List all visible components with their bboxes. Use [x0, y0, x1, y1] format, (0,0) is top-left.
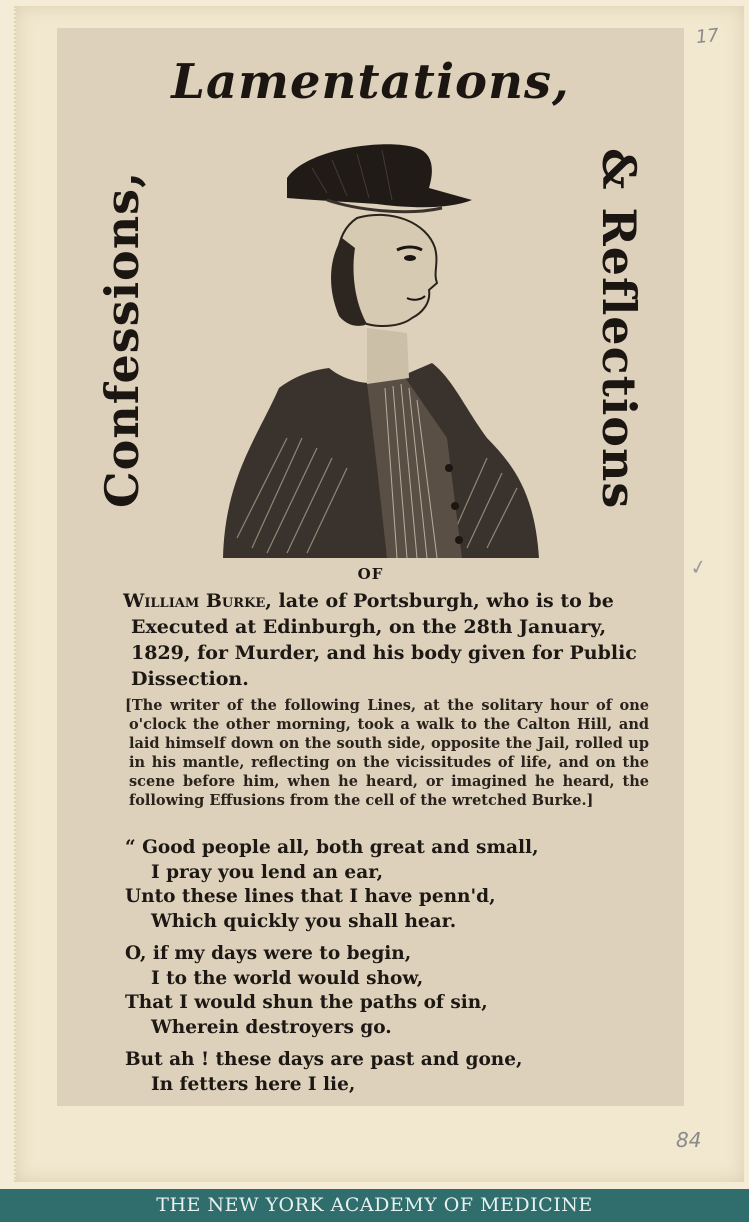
verse-line: O, if my days were to begin,	[125, 943, 412, 964]
pencil-mark: ✓	[688, 553, 709, 581]
verse-line: I to the world would show,	[151, 967, 424, 989]
stanza-3	[125, 1048, 645, 1097]
subject-paragraph	[123, 588, 671, 692]
subject-name: William Burke,	[123, 590, 272, 612]
stanza-1	[125, 836, 645, 934]
verse-line: But ah ! these days are past and gone,	[125, 1049, 523, 1070]
verse-line: I pray you lend an ear,	[151, 861, 384, 883]
stanza-2	[125, 942, 645, 1040]
title-confessions: Confessions,	[95, 170, 149, 508]
pencil-annotation-bottom: 84	[676, 1128, 702, 1152]
verse-line: Which quickly you shall hear.	[151, 910, 457, 932]
verse-line: Wherein destroyers go.	[151, 1016, 392, 1038]
of-label: OF	[357, 565, 384, 583]
woodcut-portrait-image	[217, 138, 547, 558]
preface-paragraph: [The writer of the following Lines, at the solitary hour of one o'clock the other morning, took a walk to the Calton Hill, and laid himself down on the south side, opposite the Jail, rolled up in his mantle, reflecting on the vicissitudes of life, and on the scene before him, when he heard, or imagined he heard, the following Effusions from the cell of the wretched Burke.]	[125, 697, 649, 809]
title-lamentations: Lamentations,	[171, 54, 570, 110]
pencil-annotation-top: 17	[694, 24, 720, 49]
subject-description: late of Portsburgh, who is to be Executed at Edinburgh, on the 28th January, 1829, for Murder, and his body given for Public Dissection.	[131, 590, 637, 690]
verses	[125, 836, 645, 1105]
verse-line: Unto these lines that I have penn'd,	[125, 886, 496, 907]
institution-footer: THE NEW YORK ACADEMY OF MEDICINE	[0, 1189, 749, 1222]
title-reflections: & Reflections	[592, 148, 646, 510]
verse-line: That I would shun the paths of sin,	[125, 992, 488, 1013]
verse-line: “ Good people all, both great and small,	[125, 837, 539, 858]
broadside-sheet	[57, 28, 684, 1106]
verse-line: In fetters here I lie,	[151, 1073, 356, 1095]
